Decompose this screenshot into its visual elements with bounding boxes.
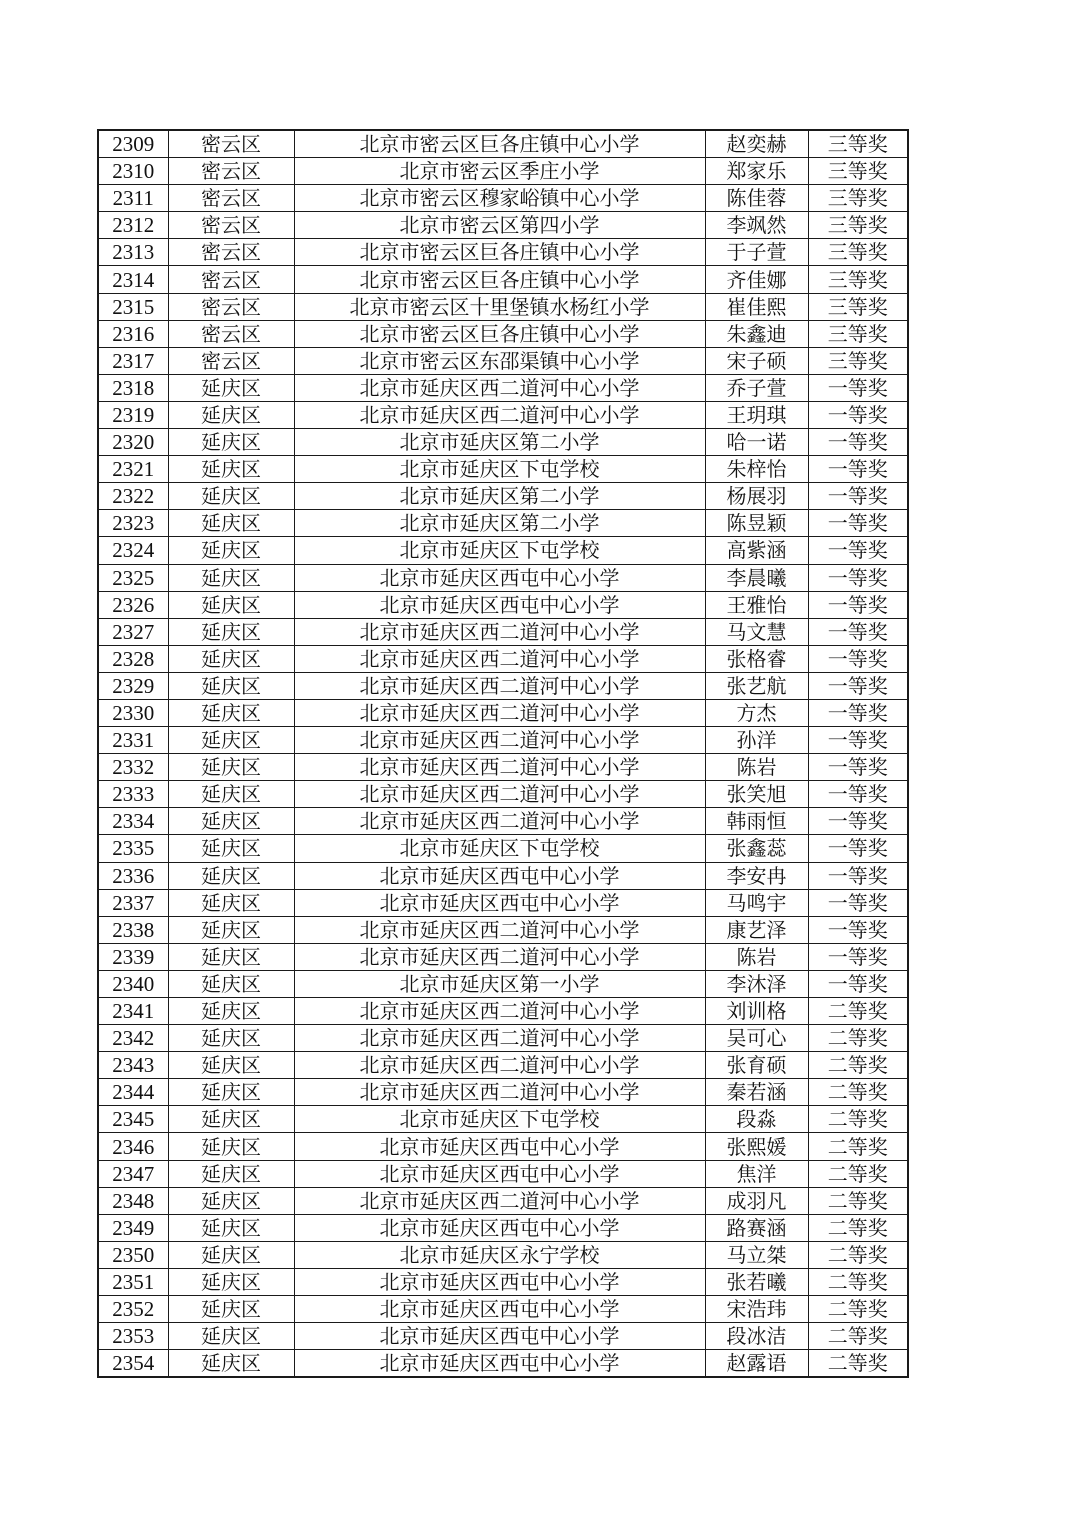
award-level-cell: 一等奖 [808,591,908,618]
student-name-cell: 段淼 [705,1106,808,1133]
award-level-cell: 三等奖 [808,212,908,239]
school-cell: 北京市延庆区西屯中心小学 [294,1296,705,1323]
row-number: 2322 [98,483,168,510]
student-name-cell: 马立桀 [705,1241,808,1268]
award-level-cell: 一等奖 [808,456,908,483]
award-level-cell: 三等奖 [808,293,908,320]
table-row [98,835,908,862]
award-level-cell: 二等奖 [808,1323,908,1350]
school-cell: 北京市延庆区第二小学 [294,510,705,537]
row-number: 2338 [98,916,168,943]
table-row [98,754,908,781]
district-cell: 延庆区 [168,781,294,808]
school-cell: 北京市密云区十里堡镇水杨红小学 [294,293,705,320]
school-cell: 北京市延庆区西二道河中心小学 [294,699,705,726]
award-level-cell: 三等奖 [808,130,908,158]
table-row [98,862,908,889]
district-cell: 延庆区 [168,1296,294,1323]
school-cell: 北京市延庆区西二道河中心小学 [294,727,705,754]
student-name-cell: 宋子硕 [705,347,808,374]
table-row [98,483,908,510]
school-cell: 北京市延庆区西屯中心小学 [294,1133,705,1160]
row-number: 2340 [98,970,168,997]
student-name-cell: 方杰 [705,699,808,726]
student-name-cell: 韩雨恒 [705,808,808,835]
award-level-cell: 一等奖 [808,835,908,862]
table-row [98,699,908,726]
student-name-cell: 张艺航 [705,672,808,699]
district-cell: 延庆区 [168,645,294,672]
school-cell: 北京市延庆区西二道河中心小学 [294,374,705,401]
award-level-cell: 二等奖 [808,1187,908,1214]
district-cell: 延庆区 [168,1106,294,1133]
student-name-cell: 李飒然 [705,212,808,239]
row-number: 2310 [98,158,168,185]
student-name-cell: 陈昱颖 [705,510,808,537]
district-cell: 延庆区 [168,374,294,401]
school-cell: 北京市密云区季庄小学 [294,158,705,185]
award-level-cell: 二等奖 [808,1268,908,1295]
award-level-cell: 二等奖 [808,998,908,1025]
district-cell: 延庆区 [168,1214,294,1241]
row-number: 2327 [98,618,168,645]
award-level-cell: 二等奖 [808,1160,908,1187]
table-row [98,130,908,158]
student-name-cell: 张育硕 [705,1052,808,1079]
district-cell: 延庆区 [168,998,294,1025]
district-cell: 延庆区 [168,970,294,997]
row-number: 2309 [98,130,168,158]
row-number: 2326 [98,591,168,618]
table-row [98,1214,908,1241]
school-cell: 北京市延庆区西二道河中心小学 [294,754,705,781]
district-cell: 延庆区 [168,916,294,943]
district-cell: 延庆区 [168,1350,294,1378]
school-cell: 北京市延庆区西二道河中心小学 [294,401,705,428]
district-cell: 密云区 [168,347,294,374]
student-name-cell: 成羽凡 [705,1187,808,1214]
student-name-cell: 马鸣宇 [705,889,808,916]
student-name-cell: 张熙媛 [705,1133,808,1160]
district-cell: 延庆区 [168,591,294,618]
award-level-cell: 一等奖 [808,889,908,916]
school-cell: 北京市密云区第四小学 [294,212,705,239]
school-cell: 北京市延庆区第二小学 [294,429,705,456]
school-cell: 北京市延庆区西二道河中心小学 [294,1079,705,1106]
award-level-cell: 三等奖 [808,185,908,212]
school-cell: 北京市密云区东邵渠镇中心小学 [294,347,705,374]
school-cell: 北京市密云区巨各庄镇中心小学 [294,130,705,158]
district-cell: 密云区 [168,239,294,266]
school-cell: 北京市延庆区西屯中心小学 [294,1323,705,1350]
district-cell: 延庆区 [168,727,294,754]
table-row [98,320,908,347]
award-level-cell: 一等奖 [808,374,908,401]
table-row [98,401,908,428]
table-row [98,239,908,266]
award-level-cell: 一等奖 [808,781,908,808]
table-row [98,1323,908,1350]
district-cell: 延庆区 [168,754,294,781]
school-cell: 北京市延庆区第二小学 [294,483,705,510]
row-number: 2328 [98,645,168,672]
row-number: 2321 [98,456,168,483]
award-level-cell: 三等奖 [808,266,908,293]
district-cell: 延庆区 [168,1025,294,1052]
table-row [98,998,908,1025]
table-row [98,429,908,456]
row-number: 2320 [98,429,168,456]
row-number: 2337 [98,889,168,916]
row-number: 2348 [98,1187,168,1214]
table-row [98,808,908,835]
row-number: 2347 [98,1160,168,1187]
row-number: 2351 [98,1268,168,1295]
school-cell: 北京市延庆区西二道河中心小学 [294,808,705,835]
student-name-cell: 马文慧 [705,618,808,645]
row-number: 2354 [98,1350,168,1378]
award-level-cell: 一等奖 [808,564,908,591]
row-number: 2352 [98,1296,168,1323]
district-cell: 密云区 [168,266,294,293]
school-cell: 北京市密云区穆家峪镇中心小学 [294,185,705,212]
district-cell: 延庆区 [168,862,294,889]
table-row [98,456,908,483]
school-cell: 北京市密云区巨各庄镇中心小学 [294,239,705,266]
student-name-cell: 郑家乐 [705,158,808,185]
district-cell: 密云区 [168,293,294,320]
row-number: 2317 [98,347,168,374]
student-name-cell: 刘训格 [705,998,808,1025]
school-cell: 北京市延庆区西屯中心小学 [294,1214,705,1241]
student-name-cell: 李晨曦 [705,564,808,591]
table-row [98,1106,908,1133]
table-row [98,889,908,916]
row-number: 2323 [98,510,168,537]
table-row [98,618,908,645]
table-row [98,1079,908,1106]
school-cell: 北京市延庆区下屯学校 [294,456,705,483]
table-row [98,591,908,618]
table-row [98,781,908,808]
table-row [98,970,908,997]
student-name-cell: 赵露语 [705,1350,808,1378]
award-level-cell: 一等奖 [808,943,908,970]
award-level-cell: 二等奖 [808,1296,908,1323]
award-level-cell: 二等奖 [808,1133,908,1160]
award-level-cell: 一等奖 [808,808,908,835]
award-list-table [97,129,909,1378]
award-level-cell: 三等奖 [808,347,908,374]
row-number: 2315 [98,293,168,320]
student-name-cell: 乔子萱 [705,374,808,401]
school-cell: 北京市延庆区西屯中心小学 [294,889,705,916]
district-cell: 延庆区 [168,618,294,645]
award-level-cell: 一等奖 [808,401,908,428]
award-level-cell: 二等奖 [808,1052,908,1079]
student-name-cell: 陈岩 [705,754,808,781]
award-level-cell: 一等奖 [808,429,908,456]
student-name-cell: 段冰洁 [705,1323,808,1350]
table-row [98,645,908,672]
district-cell: 延庆区 [168,1323,294,1350]
district-cell: 延庆区 [168,1160,294,1187]
student-name-cell: 赵奕赫 [705,130,808,158]
row-number: 2331 [98,727,168,754]
school-cell: 北京市延庆区西屯中心小学 [294,564,705,591]
table-row [98,564,908,591]
row-number: 2332 [98,754,168,781]
district-cell: 延庆区 [168,510,294,537]
district-cell: 延庆区 [168,699,294,726]
award-level-cell: 二等奖 [808,1241,908,1268]
school-cell: 北京市延庆区西屯中心小学 [294,591,705,618]
school-cell: 北京市延庆区西屯中心小学 [294,1160,705,1187]
award-level-cell: 一等奖 [808,970,908,997]
student-name-cell: 朱梓怡 [705,456,808,483]
row-number: 2344 [98,1079,168,1106]
row-number: 2312 [98,212,168,239]
student-name-cell: 于子萱 [705,239,808,266]
row-number: 2314 [98,266,168,293]
table-row [98,1025,908,1052]
row-number: 2342 [98,1025,168,1052]
student-name-cell: 张笑旭 [705,781,808,808]
row-number: 2318 [98,374,168,401]
student-name-cell: 陈岩 [705,943,808,970]
student-name-cell: 宋浩玮 [705,1296,808,1323]
student-name-cell: 哈一诺 [705,429,808,456]
student-name-cell: 焦洋 [705,1160,808,1187]
student-name-cell: 吴可心 [705,1025,808,1052]
district-cell: 延庆区 [168,1268,294,1295]
row-number: 2329 [98,672,168,699]
row-number: 2325 [98,564,168,591]
table-row [98,374,908,401]
district-cell: 延庆区 [168,808,294,835]
award-level-cell: 二等奖 [808,1079,908,1106]
row-number: 2330 [98,699,168,726]
table-row [98,1133,908,1160]
row-number: 2335 [98,835,168,862]
school-cell: 北京市延庆区西二道河中心小学 [294,916,705,943]
school-cell: 北京市延庆区西二道河中心小学 [294,645,705,672]
award-level-cell: 一等奖 [808,754,908,781]
table-row [98,212,908,239]
student-name-cell: 朱鑫迪 [705,320,808,347]
table-row [98,1241,908,1268]
award-level-cell: 一等奖 [808,645,908,672]
school-cell: 北京市延庆区下屯学校 [294,835,705,862]
student-name-cell: 齐佳娜 [705,266,808,293]
row-number: 2313 [98,239,168,266]
table-row [98,1296,908,1323]
student-name-cell: 张鑫蕊 [705,835,808,862]
school-cell: 北京市延庆区下屯学校 [294,537,705,564]
row-number: 2350 [98,1241,168,1268]
student-name-cell: 陈佳蓉 [705,185,808,212]
table-row [98,185,908,212]
student-name-cell: 王雅怡 [705,591,808,618]
table-row [98,537,908,564]
row-number: 2324 [98,537,168,564]
school-cell: 北京市延庆区西屯中心小学 [294,862,705,889]
district-cell: 延庆区 [168,1052,294,1079]
award-level-cell: 一等奖 [808,672,908,699]
school-cell: 北京市密云区巨各庄镇中心小学 [294,320,705,347]
district-cell: 延庆区 [168,672,294,699]
row-number: 2345 [98,1106,168,1133]
row-number: 2316 [98,320,168,347]
award-list-body [98,130,908,1377]
district-cell: 延庆区 [168,483,294,510]
award-level-cell: 一等奖 [808,510,908,537]
row-number: 2346 [98,1133,168,1160]
student-name-cell: 孙洋 [705,727,808,754]
district-cell: 延庆区 [168,1133,294,1160]
school-cell: 北京市延庆区西二道河中心小学 [294,998,705,1025]
table-row [98,943,908,970]
table-row [98,266,908,293]
table-row [98,1268,908,1295]
school-cell: 北京市延庆区西二道河中心小学 [294,1025,705,1052]
award-level-cell: 一等奖 [808,537,908,564]
student-name-cell: 康艺泽 [705,916,808,943]
school-cell: 北京市延庆区下屯学校 [294,1106,705,1133]
school-cell: 北京市延庆区西屯中心小学 [294,1268,705,1295]
award-level-cell: 二等奖 [808,1214,908,1241]
award-level-cell: 二等奖 [808,1025,908,1052]
school-cell: 北京市延庆区西二道河中心小学 [294,618,705,645]
student-name-cell: 李安冉 [705,862,808,889]
row-number: 2319 [98,401,168,428]
table-row [98,1160,908,1187]
award-level-cell: 二等奖 [808,1350,908,1378]
student-name-cell: 路赛涵 [705,1214,808,1241]
student-name-cell: 张若曦 [705,1268,808,1295]
district-cell: 延庆区 [168,835,294,862]
district-cell: 密云区 [168,130,294,158]
district-cell: 延庆区 [168,401,294,428]
row-number: 2349 [98,1214,168,1241]
award-level-cell: 三等奖 [808,158,908,185]
award-level-cell: 一等奖 [808,727,908,754]
district-cell: 延庆区 [168,943,294,970]
district-cell: 延庆区 [168,889,294,916]
district-cell: 延庆区 [168,456,294,483]
row-number: 2333 [98,781,168,808]
district-cell: 密云区 [168,158,294,185]
school-cell: 北京市延庆区永宁学校 [294,1241,705,1268]
student-name-cell: 李沐泽 [705,970,808,997]
student-name-cell: 秦若涵 [705,1079,808,1106]
row-number: 2311 [98,185,168,212]
award-level-cell: 一等奖 [808,483,908,510]
school-cell: 北京市延庆区西屯中心小学 [294,1350,705,1378]
row-number: 2339 [98,943,168,970]
district-cell: 密云区 [168,185,294,212]
district-cell: 密云区 [168,212,294,239]
school-cell: 北京市延庆区西二道河中心小学 [294,672,705,699]
table-row [98,672,908,699]
school-cell: 北京市延庆区西二道河中心小学 [294,943,705,970]
district-cell: 延庆区 [168,1079,294,1106]
district-cell: 延庆区 [168,429,294,456]
row-number: 2336 [98,862,168,889]
district-cell: 延庆区 [168,1187,294,1214]
student-name-cell: 杨展羽 [705,483,808,510]
table-row [98,916,908,943]
school-cell: 北京市延庆区第一小学 [294,970,705,997]
student-name-cell: 王玥琪 [705,401,808,428]
student-name-cell: 高紫涵 [705,537,808,564]
district-cell: 延庆区 [168,1241,294,1268]
table-row [98,510,908,537]
row-number: 2353 [98,1323,168,1350]
award-level-cell: 三等奖 [808,239,908,266]
table-row [98,293,908,320]
school-cell: 北京市密云区巨各庄镇中心小学 [294,266,705,293]
award-level-cell: 一等奖 [808,916,908,943]
table-row [98,1052,908,1079]
student-name-cell: 崔佳熙 [705,293,808,320]
school-cell: 北京市延庆区西二道河中心小学 [294,1187,705,1214]
district-cell: 延庆区 [168,564,294,591]
table-row [98,1350,908,1378]
table-row [98,158,908,185]
table-row [98,1187,908,1214]
school-cell: 北京市延庆区西二道河中心小学 [294,781,705,808]
award-level-cell: 二等奖 [808,1106,908,1133]
student-name-cell: 张格睿 [705,645,808,672]
row-number: 2343 [98,1052,168,1079]
school-cell: 北京市延庆区西二道河中心小学 [294,1052,705,1079]
row-number: 2341 [98,998,168,1025]
award-level-cell: 三等奖 [808,320,908,347]
district-cell: 延庆区 [168,537,294,564]
award-level-cell: 一等奖 [808,699,908,726]
award-level-cell: 一等奖 [808,862,908,889]
table-row [98,347,908,374]
district-cell: 密云区 [168,320,294,347]
table-row [98,727,908,754]
row-number: 2334 [98,808,168,835]
award-level-cell: 一等奖 [808,618,908,645]
